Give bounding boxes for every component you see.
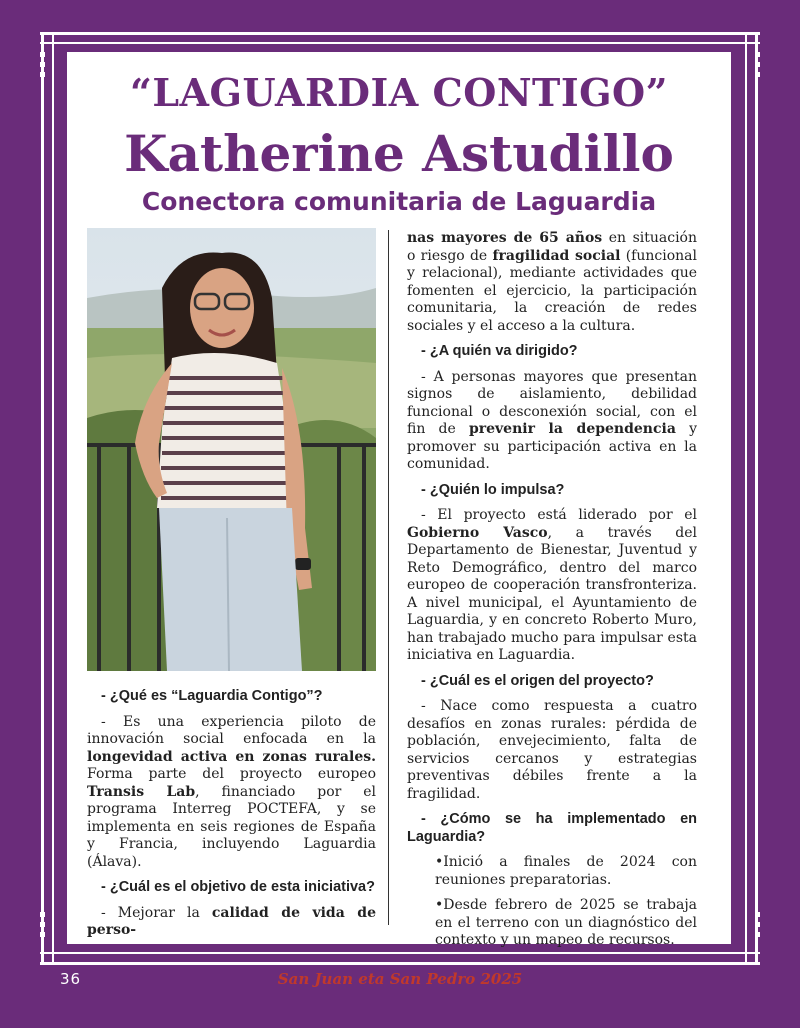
frame-dot (755, 932, 760, 937)
frame-dot (755, 912, 760, 917)
frame-bottom-line-outer (40, 962, 760, 965)
question-promoter: - ¿Quién lo impulsa? (421, 481, 565, 498)
column-divider (388, 230, 389, 925)
implementation-bullet-1: •Inició a finales de 2024 con reuniones preparatorias. (435, 854, 697, 888)
portrait-photo (87, 228, 376, 671)
page-number: 36 (60, 970, 82, 988)
article-kicker: “LAGUARDIA CONTIGO” (129, 70, 669, 115)
answer-objective-start: - Mejorar la calidad de vida de perso- (87, 904, 376, 938)
frame-right-line-outer (755, 32, 758, 965)
question-implementation: - ¿Cómo se ha implementado en Laguardia? (407, 811, 697, 845)
frame-top-line-outer (40, 32, 760, 35)
frame-top-line-inner (40, 42, 760, 44)
answer-objective-continued: nas mayores de 65 años en situación o riesgo de fragilidad social (funcional y relacional), mediante actividades que fomenten el ejercicio, la participación comunitaria, la creación de redes sociales y el acceso a la cultura. (407, 230, 697, 334)
frame-dot (40, 72, 45, 77)
frame-dot (755, 72, 760, 77)
frame-right-line-inner (745, 32, 747, 965)
frame-dot (40, 912, 45, 917)
magazine-footer: San Juan eta San Pedro 2025 (277, 970, 523, 988)
frame-dot (40, 932, 45, 937)
frame-dot (40, 62, 45, 67)
article-page (67, 52, 731, 948)
answer-origin: - Nace como respuesta a cuatro desafíos en zonas rurales: pérdida de población, envejecimiento, falta de servicios cercanos y estrategias preventivas débiles frente a la fragilidad. (407, 698, 697, 802)
frame-dot (40, 922, 45, 927)
frame-left-line-inner (52, 32, 54, 965)
answer-target: - A personas mayores que presentan signos de aislamiento, debilidad funcional o desconexión social, con el fin de prevenir la dependencia y promover su participación activa en la comunidad. (407, 368, 697, 472)
right-column (407, 230, 697, 958)
frame-dot (755, 62, 760, 67)
interviewee-role: Conectora comunitaria de Laguardia (141, 187, 657, 216)
question-objective: - ¿Cuál es el objetivo de esta iniciativa? (101, 879, 375, 895)
left-column (87, 688, 376, 948)
question-what-is: - ¿Qué es “Laguardia Contigo”? (101, 688, 323, 704)
interviewee-name: Katherine Astudillo (124, 124, 674, 183)
frame-left-line-outer (41, 32, 44, 965)
question-target: - ¿A quién va dirigido? (421, 343, 578, 359)
frame-dot (755, 922, 760, 927)
frame-dot (755, 52, 760, 57)
implementation-bullet-2: •Desde febrero de 2025 se trabaja en el terreno con un diagnóstico del contexto y un mapeo de recursos. (435, 897, 697, 948)
question-origin: - ¿Cuál es el origen del proyecto? (421, 672, 654, 689)
frame-dot (40, 52, 45, 57)
answer-what-is: - Es una experiencia piloto de innovación social enfocada en la longevidad activa en zonas rurales. Forma parte del proyecto europeo Transis Lab, financiado por el programa Interreg POCTEFA, y se implementa en seis regiones de España y Francia, incluyendo Laguardia (Álava). (87, 713, 377, 870)
answer-promoter: - El proyecto está liderado por el Gobierno Vasco, a través del Departamento de Bienestar, Juventud y Reto Demográfico, dentro del marco europeo de cooperación transfronteriza. A nivel municipal, el Ayuntamiento de Laguardia, y en concreto Roberto Muro, han trabajado mucho para impulsar esta iniciativa en Laguardia. (407, 507, 697, 663)
